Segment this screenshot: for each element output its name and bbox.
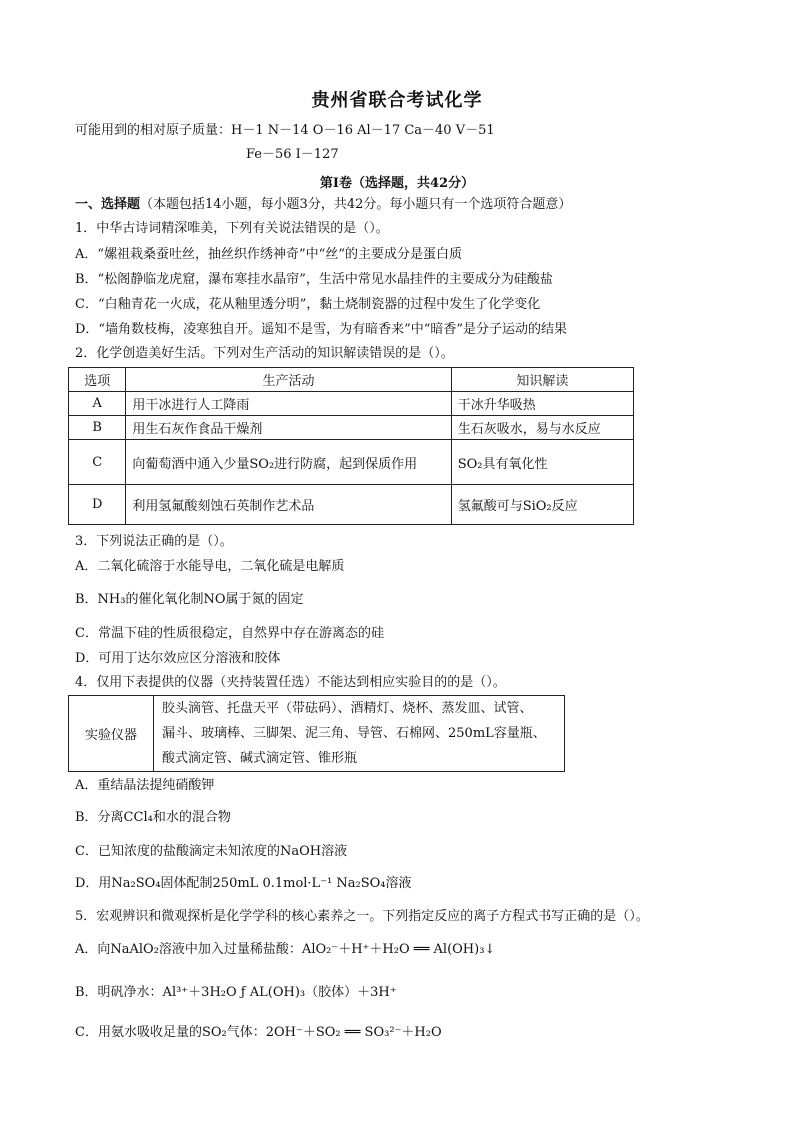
section-heading [75,196,571,214]
row-activity: 用干冰进行人工降雨 [126,392,451,416]
q2-stem: 2．化学创造美好生活。下列对生产活动的知识解读错误的是（）。 [75,346,454,361]
instrument-line: 胶头滴管、托盘天平（带砝码）、酒精灯、烧杯、蒸发皿、试管、 [162,701,533,716]
q1-stem: 1．中华古诗词精深唯美，下列有关说法错误的是（）。 [75,221,389,236]
q4-option-c: C．已知浓度的盐酸滴定未知浓度的NaOH溶液 [75,844,348,859]
row-option: C [69,440,126,485]
instrument-line: 酸式滴定管、碱式滴定管、锥形瓶 [162,751,358,766]
table-row [69,485,634,525]
q4-option-a: A．重结晶法提纯硝酸钾 [75,778,215,793]
q4-option-d: D．用Na₂SO₄固体配制250mL 0.1mol·L⁻¹ Na₂SO₄溶液 [75,876,412,891]
q3-stem: 3．下列说法正确的是（）。 [75,534,233,549]
row-activity: 向葡萄酒中通入少量SO₂进行防腐，起到保质作用 [126,440,451,485]
table-row [69,696,565,772]
row-option: D [69,485,126,525]
table-row [69,416,634,440]
q5-stem: 5．宏观辨识和微观探析是化学学科的核心素养之一。下列指定反应的离子方程式书写正确的是（）。 [75,909,649,924]
q5-option-a: A．向NaAlO₂溶液中加入过量稀盐酸：AlO₂⁻＋H⁺＋H₂O ══ Al(OH)₃↓ [75,942,496,957]
instrument-line: 漏斗、玻璃棒、三脚架、泥三角、导管、石棉网、250mL容量瓶、 [162,726,546,741]
row-reason: 生石灰吸水，易与水反应 [451,416,633,440]
table-header-row [69,368,634,392]
header-activity: 生产活动 [126,368,451,392]
row-reason: SO₂具有氧化性 [451,440,633,485]
q3-option-b: B．NH₃的催化氧化制NO属于氮的固定 [75,592,304,607]
q2-table [68,367,634,525]
instrument-list [154,696,565,772]
row-option: B [69,416,126,440]
q1-option-c: C．“白釉青花一火成，花从釉里透分明”，黏土烧制瓷器的过程中发生了化学变化 [75,297,541,312]
q4-instrument-table [68,695,565,772]
q4-stem: 4．仅用下表提供的仪器（夹持装置任选）不能达到相应实验目的的是（）。 [75,675,506,690]
row-reason: 干冰升华吸热 [451,392,633,416]
table-row [69,392,634,416]
table-row [69,440,634,485]
q1-option-d: D．“墙角数枝梅，凌寒独自开。遥知不是雪，为有暗香来”中“暗香”是分子运动的结果 [75,322,568,337]
q1-option-a: A．“嫘祖栽桑蚕吐丝，抽丝织作绣神奇”中“丝”的主要成分是蛋白质 [75,247,462,262]
row-activity: 用生石灰作食品干燥剂 [126,416,451,440]
volume-title: 第Ⅰ卷（选择题，共42分） [319,176,475,191]
q4-option-b: B．分离CCl₄和水的混合物 [75,810,231,825]
q5-option-b: B．明矾净水：Al³⁺＋3H₂O ƒ AL(OH)₃（胶体）＋3H⁺ [75,985,397,1000]
q3-option-d: D．可用丁达尔效应区分溶液和胶体 [75,651,281,666]
atomic-mass-line-2: Fe－56 I－127 [246,147,339,162]
section-label: 一、选择题 [75,197,141,212]
q1-option-b: B．“松阁静临龙虎窟，瀑布寒挂水晶帘”，生活中常见水晶挂件的主要成分为硅酸盐 [75,272,553,287]
row-option: A [69,392,126,416]
q3-option-a: A．二氧化硫溶于水能导电，二氧化硫是电解质 [75,559,345,574]
header-reason: 知识解读 [451,368,633,392]
row-activity: 利用氢氟酸刻蚀石英制作艺术品 [126,485,451,525]
exam-title: 贵州省联合考试化学 [311,90,483,111]
instrument-label: 实验仪器 [69,696,154,772]
row-reason: 氢氟酸可与SiO₂反应 [451,485,633,525]
q3-option-c: C．常温下硅的性质很稳定，自然界中存在游离态的硅 [75,626,384,641]
section-instructions: （本题包括14小题，每小题3分，共42分。每小题只有一个选项符合题意） [140,197,572,212]
header-option: 选项 [69,368,126,392]
atomic-mass-line-1: 可能用到的相对原子质量：H－1 N－14 O－16 Al－17 Ca－40 V－51 [75,123,495,138]
q5-option-c: C．用氨水吸收足量的SO₂气体：2OH⁻＋SO₂ ══ SO₃²⁻＋H₂O [75,1025,442,1040]
